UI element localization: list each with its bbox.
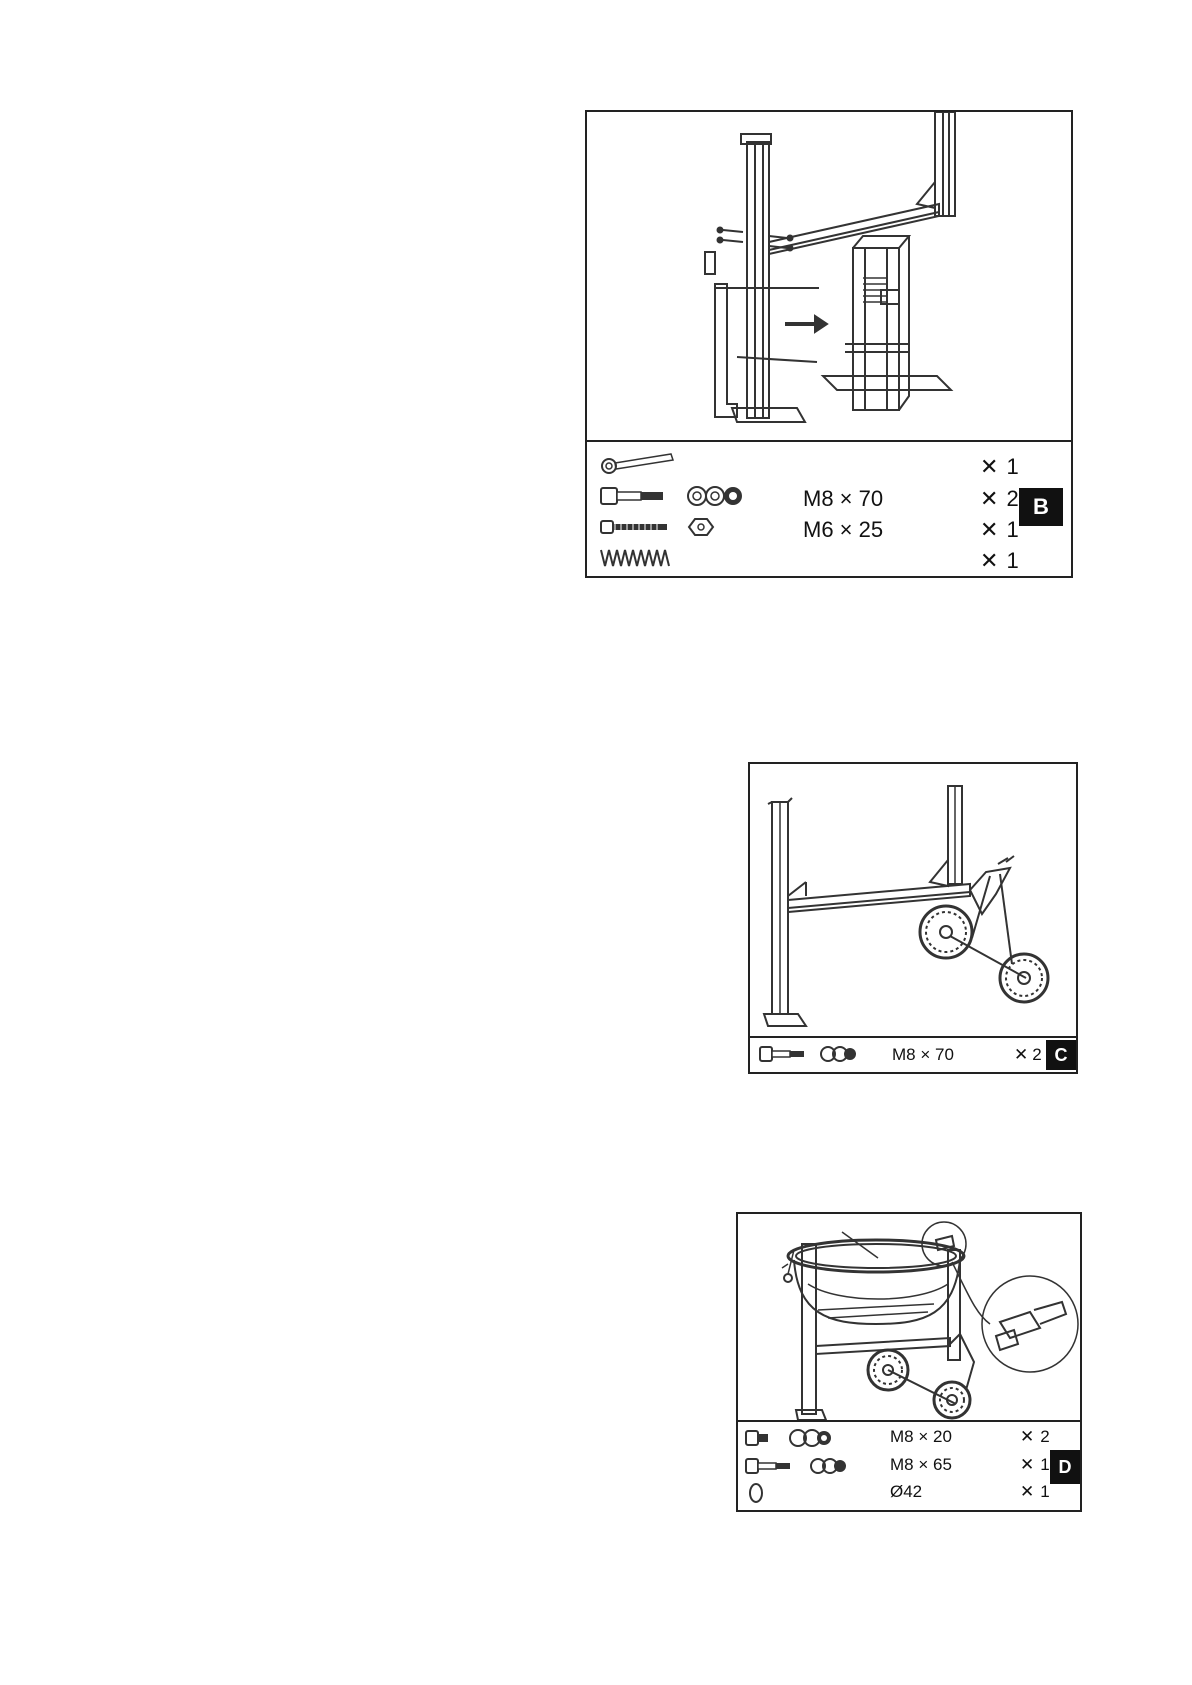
part-quantity — [980, 454, 1019, 480]
multiply-icon: ✕ — [980, 517, 999, 542]
parts-row — [738, 1479, 1080, 1506]
part-quantity — [1020, 1455, 1050, 1475]
part-quantity-value: 1 — [1006, 548, 1019, 573]
part-spec: M8 × 70 — [892, 1045, 954, 1064]
part-spec: M8 × 70 — [803, 486, 884, 511]
parts-row — [587, 544, 1071, 575]
part-quantity-value: 2 — [1040, 1427, 1050, 1446]
bolt-washer-nut-icon — [758, 1043, 858, 1065]
multiply-icon: ✕ — [980, 486, 999, 511]
multiply-icon: ✕ — [1020, 1427, 1035, 1446]
parts-row — [587, 513, 1071, 544]
part-spec: M6 × 25 — [803, 517, 884, 542]
part-quantity-value: 1 — [1006, 517, 1019, 542]
part-quantity-value: 2 — [1032, 1045, 1042, 1064]
bolt-washer-nut-icon — [599, 484, 757, 508]
part-quantity — [980, 486, 1019, 512]
parts-row — [738, 1452, 1080, 1479]
parts-row — [750, 1040, 1076, 1072]
step-label-badge: C — [1046, 1040, 1076, 1070]
step-d-parts-list — [738, 1420, 1080, 1510]
part-quantity — [980, 548, 1019, 574]
multiply-icon: ✕ — [1020, 1482, 1035, 1501]
assembly-step-d-panel — [736, 1212, 1082, 1512]
part-quantity-value: 1 — [1040, 1482, 1050, 1501]
assembly-step-b-panel — [585, 110, 1073, 578]
part-quantity — [980, 517, 1019, 543]
step-label-badge: B — [1019, 488, 1063, 526]
eye-bolt-icon — [599, 450, 683, 476]
part-spec: Ø42 — [890, 1482, 923, 1501]
step-b-parts-list — [587, 440, 1071, 576]
step-c-frame-drawing — [750, 764, 1076, 1038]
step-b-frame-drawing — [587, 112, 1071, 442]
part-quantity — [1014, 1045, 1042, 1065]
part-spec: M8 × 65 — [890, 1455, 952, 1474]
parts-row — [587, 482, 1071, 513]
part-quantity — [1020, 1427, 1050, 1447]
part-quantity — [1020, 1482, 1050, 1502]
wheel — [920, 906, 972, 958]
ring-icon — [746, 1481, 770, 1505]
part-quantity-value: 1 — [1006, 454, 1019, 479]
screw-nut-icon — [599, 515, 729, 539]
bolt-washer-nut-icon — [744, 1455, 856, 1477]
assembly-step-c-panel — [748, 762, 1078, 1074]
parts-row — [738, 1424, 1080, 1451]
step-d-mixer-drawing — [738, 1214, 1080, 1424]
spring-icon — [599, 546, 673, 570]
parts-row — [587, 450, 1071, 481]
short-bolt-washer-nut-icon — [744, 1427, 844, 1449]
step-c-parts-list — [750, 1036, 1076, 1072]
multiply-icon: ✕ — [1014, 1045, 1029, 1064]
step-label-badge: D — [1050, 1450, 1080, 1484]
multiply-icon: ✕ — [980, 454, 999, 479]
part-spec: M8 × 20 — [890, 1427, 952, 1446]
part-quantity-value: 2 — [1006, 486, 1019, 511]
part-quantity-value: 1 — [1040, 1455, 1050, 1474]
multiply-icon: ✕ — [980, 548, 999, 573]
multiply-icon: ✕ — [1020, 1455, 1035, 1474]
